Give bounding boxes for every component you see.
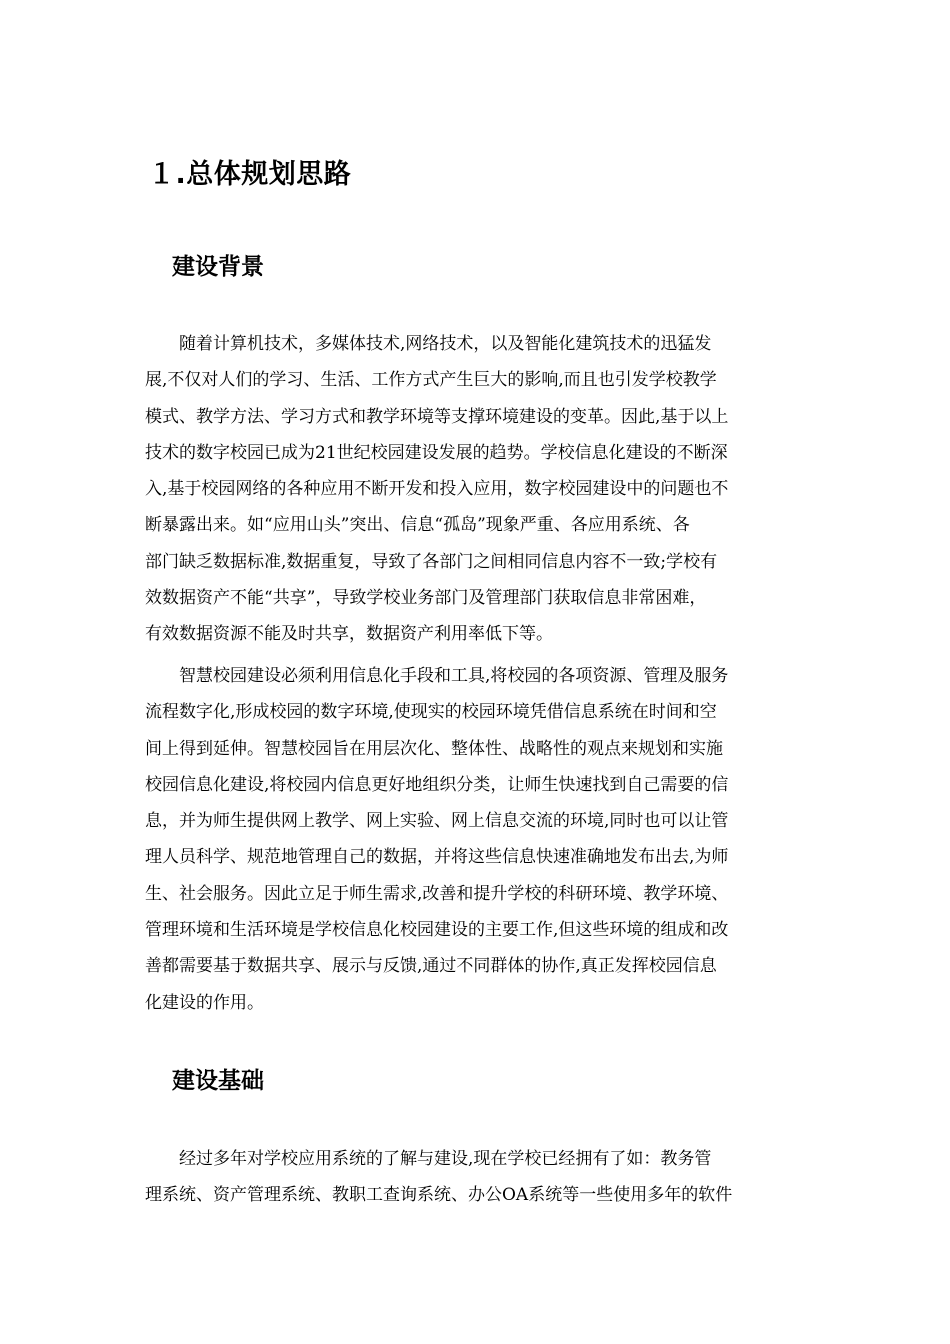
text-line: 部门缺乏数据标准,数据重复，导致了各部门之间相同信息内容不一致;学校有 — [145, 551, 718, 572]
text-line: 生、社会服务。因此立足于师生需求,改善和提升学校的科研环境、教学环境、 — [145, 883, 729, 904]
text-line: 智慧校园建设必须利用信息化手段和工具,将校园的各项资源、管理及服务 — [145, 666, 729, 686]
text-line: 息，并为师生提供网上教学、网上实验、网上信息交流的环境,同时也可以让管 — [145, 811, 729, 832]
text-line: 校园信息化建设,将校园内信息更好地组织分类，让师生快速找到自己需要的信 — [145, 774, 729, 795]
text-line: 间上得到延伸。智慧校园旨在用层次化、整体性、战略性的观点来规划和实施 — [145, 738, 723, 759]
text-line: 有效数据资源不能及时共享，数据资产利用率低下等。 — [145, 624, 553, 645]
text-line: 理系统、资产管理系统、教职工查询系统、办公OA系统等一些使用多年的软件 — [145, 1185, 733, 1206]
paragraph-background-2 — [145, 658, 809, 1021]
text-line: 善都需要基于数据共享、展示与反馈,通过不同群体的协作,真正发挥校园信息 — [145, 956, 717, 977]
section-title-foundation: 建设基础 — [172, 1068, 264, 1094]
text-line: 流程数字化,形成校园的数字环境,使现实的校园环境凭借信息系统在时间和空 — [145, 702, 717, 723]
text-line: 展,不仅对人们的学习、生活、工作方式产生巨大的影响,而且也引发学校教学 — [145, 370, 717, 391]
text-line: 理人员科学、规范地管理自己的数据，并将这些信息快速准确地发布出去,为师 — [145, 847, 729, 868]
text-line: 技术的数字校园已成为21世纪校园建设发展的趋势。学校信息化建设的不断深 — [145, 442, 728, 463]
text-line: 断暴露出来。如“应用山头”突出、信息“孤岛”现象严重、各应用系统、各 — [145, 515, 690, 536]
text-line: 化建设的作用。 — [145, 992, 264, 1013]
chapter-heading: １.总体规划思路 — [148, 159, 352, 190]
paragraph-background-1 — [145, 326, 809, 653]
section-title-background: 建设背景 — [172, 254, 264, 280]
text-line: 模式、教学方法、学习方式和教学环境等支撑环境建设的变革。因此,基于以上 — [145, 406, 729, 427]
text-line: 效数据资产不能“共享”，导致学校业务部门及管理部门获取信息非常困难， — [145, 588, 707, 609]
text-line: 随着计算机技术，多媒体技术,网络技术，以及智能化建筑技术的迅猛发 — [145, 334, 712, 354]
paragraph-foundation-1 — [145, 1141, 809, 1214]
text-line: 经过多年对学校应用系统的了解与建设,现在学校已经拥有了如：教务管 — [145, 1149, 712, 1169]
text-line: 管理环境和生活环境是学校信息化校园建设的主要工作,但这些环境的组成和改 — [145, 920, 729, 941]
text-line: 入,基于校园网络的各种应用不断开发和投入应用，数字校园建设中的问题也不 — [145, 479, 729, 500]
